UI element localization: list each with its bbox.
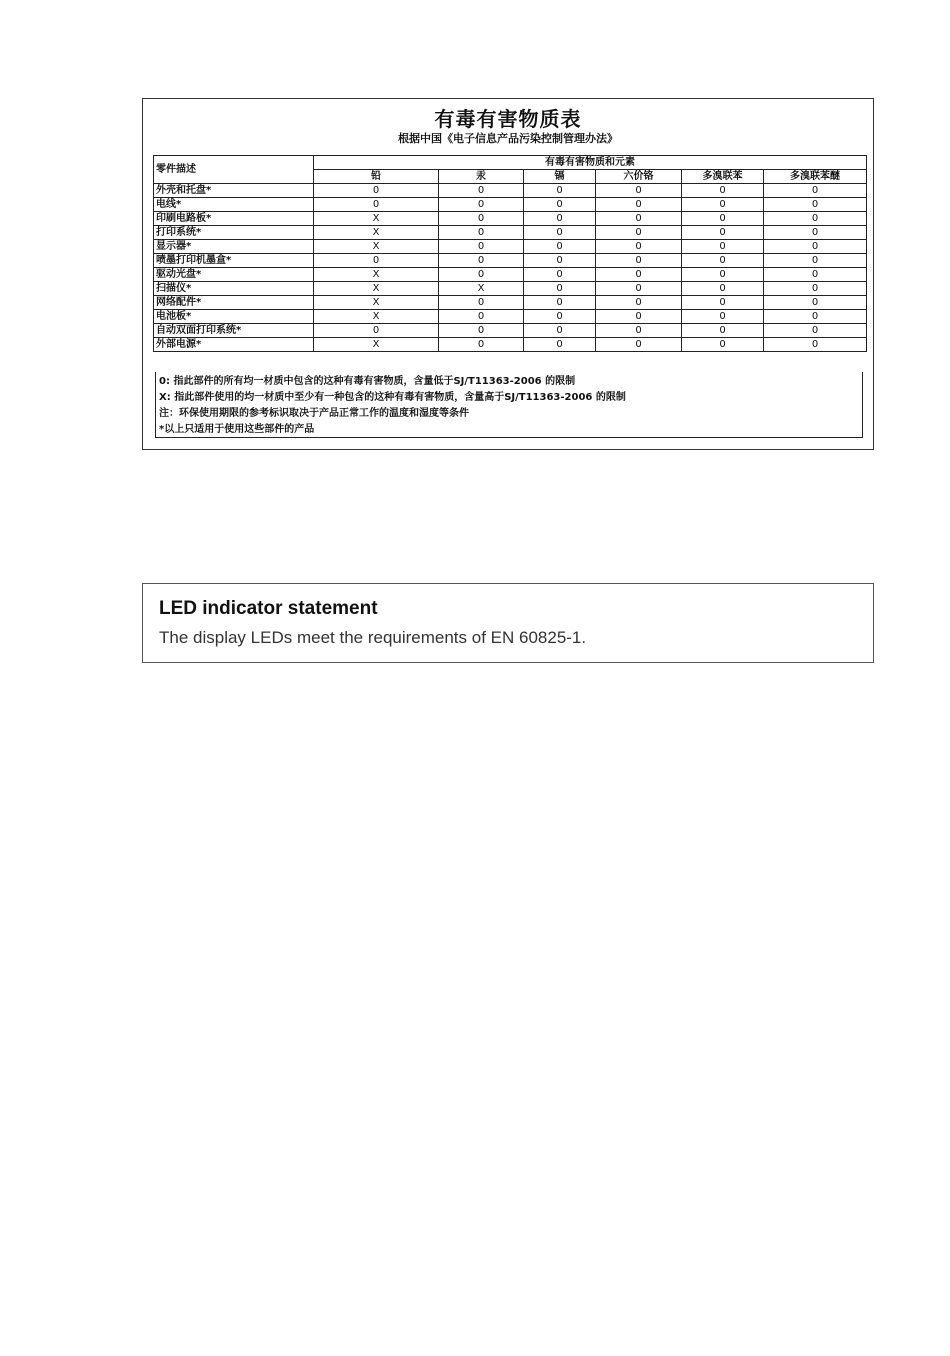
substance-value-cell: 0 bbox=[524, 198, 596, 212]
substance-value-cell: X bbox=[314, 240, 439, 254]
substance-value-cell: 0 bbox=[596, 268, 682, 282]
table-row bbox=[154, 184, 867, 198]
substance-value-cell: 0 bbox=[524, 296, 596, 310]
substance-value-cell: 0 bbox=[439, 296, 524, 310]
part-name-cell: 印刷电路板* bbox=[154, 212, 314, 226]
substance-value-cell: 0 bbox=[764, 254, 867, 268]
substance-value-cell: 0 bbox=[524, 324, 596, 338]
substance-value-cell: 0 bbox=[439, 240, 524, 254]
substance-value-cell: 0 bbox=[764, 184, 867, 198]
substance-value-cell: 0 bbox=[596, 240, 682, 254]
substance-value-cell: 0 bbox=[764, 268, 867, 282]
substance-value-cell: X bbox=[314, 282, 439, 296]
substance-value-cell: 0 bbox=[682, 226, 764, 240]
substance-value-cell: 0 bbox=[596, 198, 682, 212]
led-heading: LED indicator statement bbox=[159, 598, 378, 619]
substance-value-cell: 0 bbox=[314, 184, 439, 198]
substance-value-cell: X bbox=[314, 212, 439, 226]
substance-value-cell: X bbox=[314, 310, 439, 324]
note-line: 注：环保使用期限的参考标识取决于产品正常工作的温度和湿度等条件 bbox=[159, 408, 469, 419]
part-name-cell: 自动双面打印系统* bbox=[154, 324, 314, 338]
table-row bbox=[154, 338, 867, 352]
table-row bbox=[154, 324, 867, 338]
substance-value-cell: 0 bbox=[596, 212, 682, 226]
substance-value-cell: 0 bbox=[596, 254, 682, 268]
substance-value-cell: 0 bbox=[439, 212, 524, 226]
substance-value-cell: 0 bbox=[682, 296, 764, 310]
substance-value-cell: 0 bbox=[764, 310, 867, 324]
substance-value-cell: 0 bbox=[764, 338, 867, 352]
substance-value-cell: 0 bbox=[314, 254, 439, 268]
substance-value-cell: 0 bbox=[524, 310, 596, 324]
substance-value-cell: 0 bbox=[596, 184, 682, 198]
element-header: 六价铬 bbox=[596, 170, 682, 184]
substance-value-cell: 0 bbox=[524, 268, 596, 282]
table-row bbox=[154, 198, 867, 212]
table-row bbox=[154, 212, 867, 226]
part-name-cell: 外壳和托盘* bbox=[154, 184, 314, 198]
table-row bbox=[154, 310, 867, 324]
note-line: *以上只适用于使用这些部件的产品 bbox=[159, 424, 315, 435]
substance-value-cell: 0 bbox=[596, 226, 682, 240]
element-header: 铅 bbox=[314, 170, 439, 184]
substance-value-cell: 0 bbox=[439, 338, 524, 352]
part-name-cell: 喷墨打印机墨盒* bbox=[154, 254, 314, 268]
element-header: 多溴联苯 bbox=[682, 170, 764, 184]
part-name-cell: 驱动光盘* bbox=[154, 268, 314, 282]
substance-value-cell: 0 bbox=[439, 324, 524, 338]
hazard-notes bbox=[155, 372, 863, 438]
part-name-cell: 打印系统* bbox=[154, 226, 314, 240]
element-header: 多溴联苯醚 bbox=[764, 170, 867, 184]
table-row bbox=[154, 226, 867, 240]
substance-value-cell: 0 bbox=[439, 310, 524, 324]
part-name-cell: 电池板* bbox=[154, 310, 314, 324]
substance-value-cell: 0 bbox=[314, 198, 439, 212]
part-description-header: 零件描述 bbox=[154, 156, 314, 184]
substance-value-cell: 0 bbox=[764, 324, 867, 338]
substance-value-cell: 0 bbox=[764, 240, 867, 254]
substance-value-cell: X bbox=[314, 268, 439, 282]
part-name-cell: 外部电源* bbox=[154, 338, 314, 352]
substance-value-cell: 0 bbox=[439, 254, 524, 268]
led-text: The display LEDs meet the requirements of EN 60825-1. bbox=[159, 628, 587, 647]
table-row bbox=[154, 296, 867, 310]
substance-value-cell: 0 bbox=[682, 198, 764, 212]
substance-value-cell: 0 bbox=[682, 212, 764, 226]
substance-value-cell: 0 bbox=[439, 184, 524, 198]
part-name-cell: 显示器* bbox=[154, 240, 314, 254]
substance-value-cell: 0 bbox=[682, 240, 764, 254]
table-row bbox=[154, 240, 867, 254]
part-name-cell: 网络配件* bbox=[154, 296, 314, 310]
hazard-table-body bbox=[154, 184, 867, 352]
table-row bbox=[154, 268, 867, 282]
substance-value-cell: 0 bbox=[764, 282, 867, 296]
substance-value-cell: X bbox=[439, 282, 524, 296]
led-statement-box bbox=[142, 583, 874, 663]
part-name-cell: 扫描仪* bbox=[154, 282, 314, 296]
substance-value-cell: 0 bbox=[682, 338, 764, 352]
substance-value-cell: 0 bbox=[524, 212, 596, 226]
substance-value-cell: X bbox=[314, 226, 439, 240]
substance-value-cell: 0 bbox=[596, 310, 682, 324]
substance-value-cell: 0 bbox=[524, 226, 596, 240]
table-row bbox=[154, 282, 867, 296]
substance-value-cell: 0 bbox=[524, 338, 596, 352]
element-header: 镉 bbox=[524, 170, 596, 184]
substance-value-cell: 0 bbox=[524, 240, 596, 254]
substance-value-cell: 0 bbox=[764, 212, 867, 226]
substance-value-cell: 0 bbox=[682, 310, 764, 324]
hazard-table bbox=[153, 155, 867, 352]
substance-value-cell: 0 bbox=[764, 296, 867, 310]
substance-value-cell: 0 bbox=[524, 184, 596, 198]
note-line: X: 指此部件使用的均一材质中至少有一种包含的这种有毒有害物质，含量高于SJ/T11363-2006 的限制 bbox=[159, 392, 626, 403]
substance-value-cell: 0 bbox=[764, 198, 867, 212]
substance-value-cell: 0 bbox=[439, 226, 524, 240]
substance-value-cell: 0 bbox=[682, 282, 764, 296]
note-line: 0: 指此部件的所有均一材质中包含的这种有毒有害物质，含量低于SJ/T11363-2006 的限制 bbox=[159, 376, 576, 387]
hazard-table-title: 有毒有害物质表 bbox=[434, 107, 582, 131]
substance-value-cell: 0 bbox=[524, 254, 596, 268]
substances-group-header: 有毒有害物质和元素 bbox=[314, 156, 867, 170]
substance-value-cell: 0 bbox=[439, 198, 524, 212]
substance-value-cell: 0 bbox=[596, 296, 682, 310]
substance-value-cell: 0 bbox=[596, 324, 682, 338]
substance-value-cell: X bbox=[314, 338, 439, 352]
substance-value-cell: 0 bbox=[682, 184, 764, 198]
table-row bbox=[154, 254, 867, 268]
substance-value-cell: 0 bbox=[314, 324, 439, 338]
substance-value-cell: 0 bbox=[682, 324, 764, 338]
element-header: 汞 bbox=[439, 170, 524, 184]
substance-value-cell: 0 bbox=[596, 282, 682, 296]
substance-value-cell: 0 bbox=[439, 268, 524, 282]
hazard-table-subtitle: 根据中国《电子信息产品污染控制管理办法》 bbox=[398, 132, 618, 145]
substance-value-cell: 0 bbox=[524, 282, 596, 296]
part-name-cell: 电线* bbox=[154, 198, 314, 212]
substance-value-cell: 0 bbox=[682, 268, 764, 282]
hazardous-substances-box bbox=[142, 98, 874, 450]
substance-value-cell: 0 bbox=[682, 254, 764, 268]
substance-value-cell: X bbox=[314, 296, 439, 310]
substance-value-cell: 0 bbox=[596, 338, 682, 352]
substance-value-cell: 0 bbox=[764, 226, 867, 240]
